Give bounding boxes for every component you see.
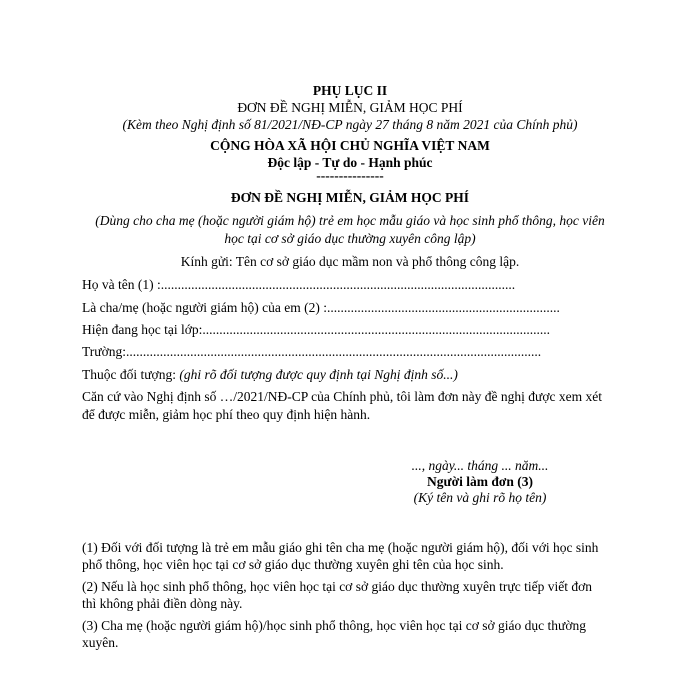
decree-reference: (Kèm theo Nghị định số 81/2021/NĐ-CP ngày 27 tháng 8 năm 2021 của Chính phủ)	[122, 117, 578, 132]
note-3-line-2: xuyên.	[82, 635, 119, 650]
signature-date: ..., ngày... tháng ... năm...	[411, 458, 549, 473]
note-1-line-1: (1) Đối với đối tượng là trẻ em mẫu giáo ghi tên cha mẹ (hoặc người giám hộ), đối với học sinh	[82, 540, 599, 555]
country-name: CỘNG HÒA XÃ HỘI CHỦ NGHĨA VIỆT NAM	[210, 138, 490, 153]
beneficiary-label: Thuộc đối tượng:	[82, 367, 180, 382]
request-line-1: Căn cứ vào Nghị định số …/2021/NĐ-CP của Chính phủ, tôi làm đơn này đề nghị được xem xét	[82, 389, 602, 404]
form-header-title: ĐƠN ĐỀ NGHỊ MIỄN, GIẢM HỌC PHÍ	[237, 100, 463, 115]
national-motto: Độc lập - Tự do - Hạnh phúc	[267, 155, 433, 170]
field-guardian-of: Là cha/mẹ (hoặc người giám hộ) của em (2) :.....................................................................	[82, 300, 560, 315]
addressee: Kính gửi: Tên cơ sở giáo dục mầm non và phổ thông công lập.	[180, 254, 520, 269]
signature-note: (Ký tên và ghi rõ họ tên)	[413, 490, 547, 505]
note-3-line-1: (3) Cha mẹ (hoặc người giám hộ)/học sinh phổ thông, học viên học tại cơ sở giáo dục thường	[82, 618, 586, 633]
beneficiary-hint: (ghi rõ đối tượng được quy định tại Nghị định số...)	[179, 367, 458, 382]
field-beneficiary-category	[82, 367, 458, 383]
field-school: Trường:...........................................................................................................................	[82, 344, 542, 359]
applicant-label: Người làm đơn (3)	[427, 474, 533, 489]
form-purpose-line-1: (Dùng cho cha mẹ (hoặc người giám hộ) trẻ em học mẫu giáo và học sinh phổ thông, học viên	[95, 213, 605, 228]
field-full-name: Họ và tên (1) :.........................................................................................................	[82, 277, 516, 292]
note-1-line-2: phổ thông, học viên học tại cơ sở giáo dục thường xuyên ghi tên của học sinh.	[82, 557, 504, 572]
header-separator: ---------------	[316, 168, 384, 183]
form-title: ĐƠN ĐỀ NGHỊ MIỄN, GIẢM HỌC PHÍ	[230, 190, 470, 205]
note-2-line-2: thì không phải điền dòng này.	[82, 596, 243, 611]
request-line-2: để được miễn, giảm học phí theo quy định hiện hành.	[82, 407, 371, 422]
appendix-label: PHỤ LỤC II	[312, 83, 388, 98]
field-current-class: Hiện đang học tại lớp:.......................................................................................................	[82, 322, 550, 337]
form-purpose-line-2: học tại cơ sở giáo dục thường xuyên công lập)	[224, 231, 476, 246]
note-2-line-1: (2) Nếu là học sinh phổ thông, học viên học tại cơ sở giáo dục thường xuyên trực tiếp viết đơn	[82, 579, 592, 594]
